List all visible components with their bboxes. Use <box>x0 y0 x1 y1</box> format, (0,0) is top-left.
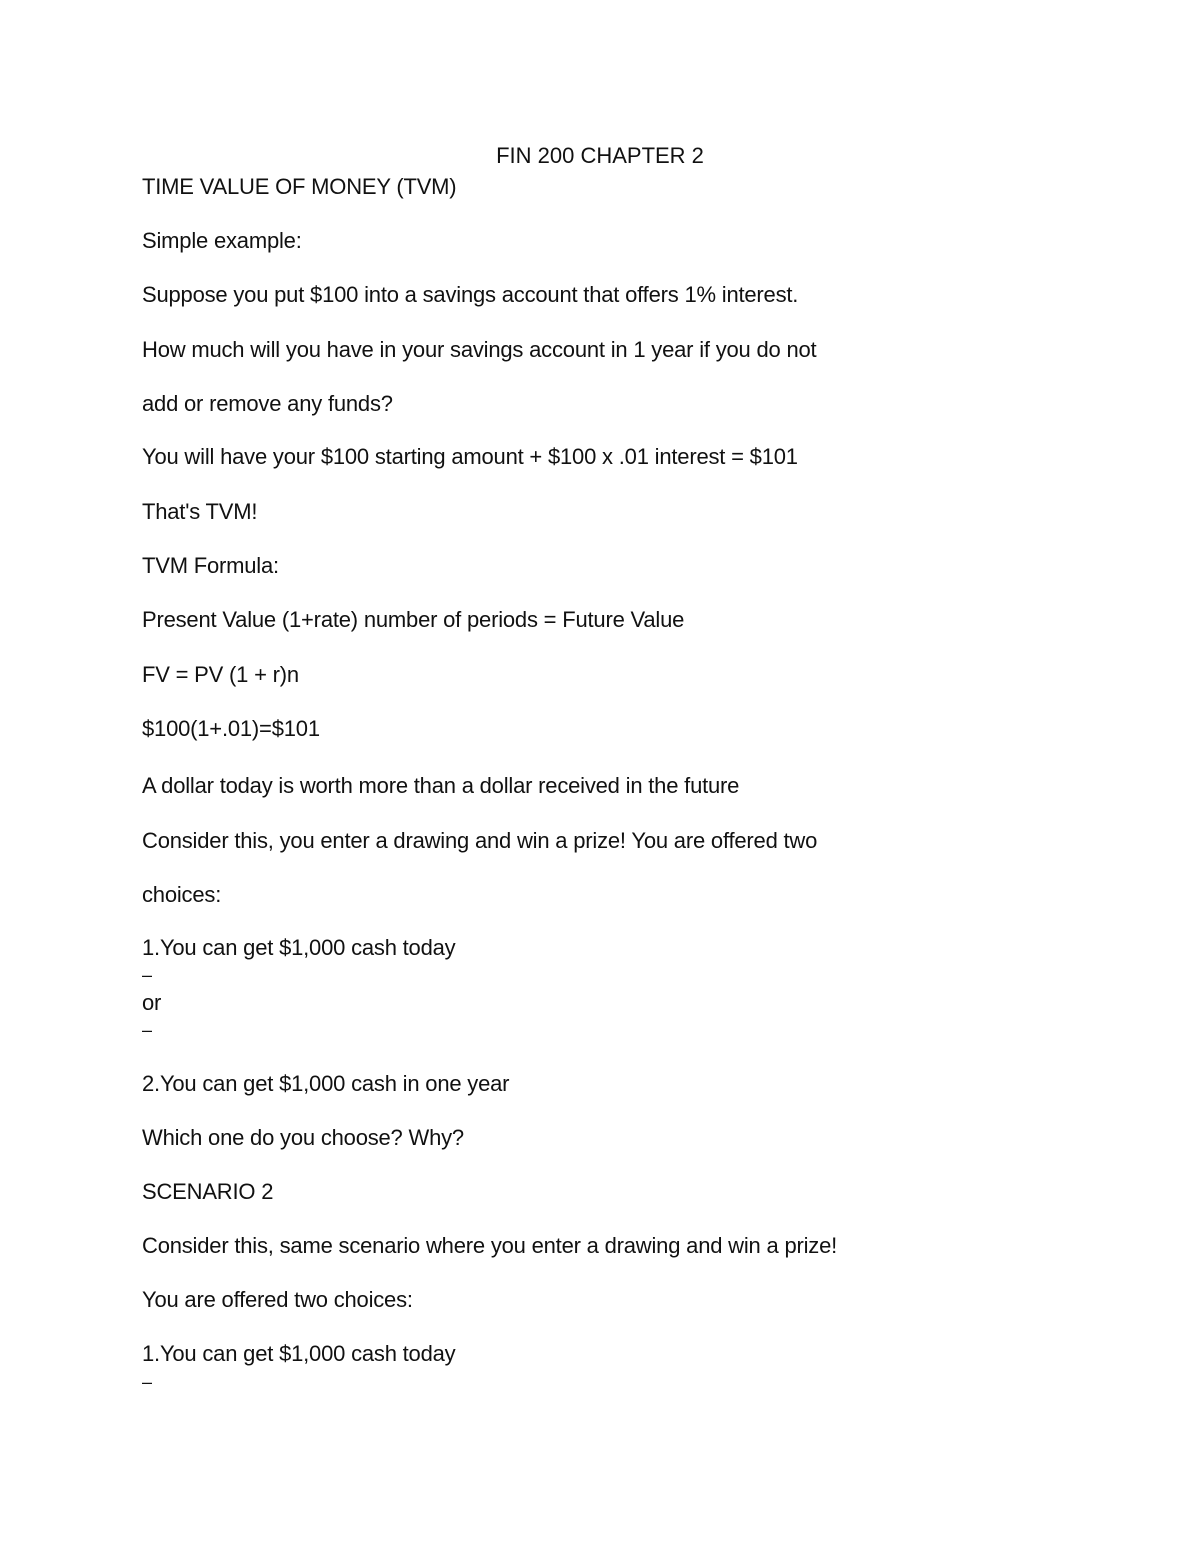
list-item: 1.You can get $1,000 cash today <box>142 1341 456 1366</box>
paragraph-line: How much will you have in your savings account in 1 year if you do not <box>142 337 817 362</box>
paragraph-line: That's TVM! <box>142 499 258 524</box>
dash-separator: – <box>142 1020 153 1040</box>
formula-line: $100(1+.01)=$101 <box>142 716 320 741</box>
formula-line: FV = PV (1 + r)n <box>142 662 299 687</box>
paragraph-line: Consider this, you enter a drawing and win a prize! You are offered two <box>142 828 818 853</box>
paragraph-line: A dollar today is worth more than a dollar received in the future <box>142 773 740 798</box>
paragraph-line: choices: <box>142 882 222 907</box>
paragraph-line: or <box>142 990 162 1015</box>
paragraph-line: Simple example: <box>142 228 302 253</box>
document-title: FIN 200 CHAPTER 2 <box>496 143 704 168</box>
formula-line: Present Value (1+rate) number of periods = Future Value <box>142 607 685 632</box>
paragraph-line: TVM Formula: <box>142 553 279 578</box>
paragraph-line: You are offered two choices: <box>142 1287 413 1312</box>
section-heading-tvm: TIME VALUE OF MONEY (TVM) <box>142 174 457 199</box>
paragraph-line: You will have your $100 starting amount + $100 x .01 interest = $101 <box>142 444 798 469</box>
paragraph-line: add or remove any funds? <box>142 391 393 416</box>
paragraph-line: Suppose you put $100 into a savings account that offers 1% interest. <box>142 282 799 307</box>
dash-separator: – <box>142 1372 153 1392</box>
section-heading-scenario-2: SCENARIO 2 <box>142 1179 274 1204</box>
paragraph-line: Which one do you choose? Why? <box>142 1125 464 1150</box>
list-item: 2.You can get $1,000 cash in one year <box>142 1071 510 1096</box>
list-item: 1.You can get $1,000 cash today <box>142 935 456 960</box>
dash-separator: – <box>142 965 153 985</box>
paragraph-line: Consider this, same scenario where you enter a drawing and win a prize! <box>142 1233 838 1258</box>
